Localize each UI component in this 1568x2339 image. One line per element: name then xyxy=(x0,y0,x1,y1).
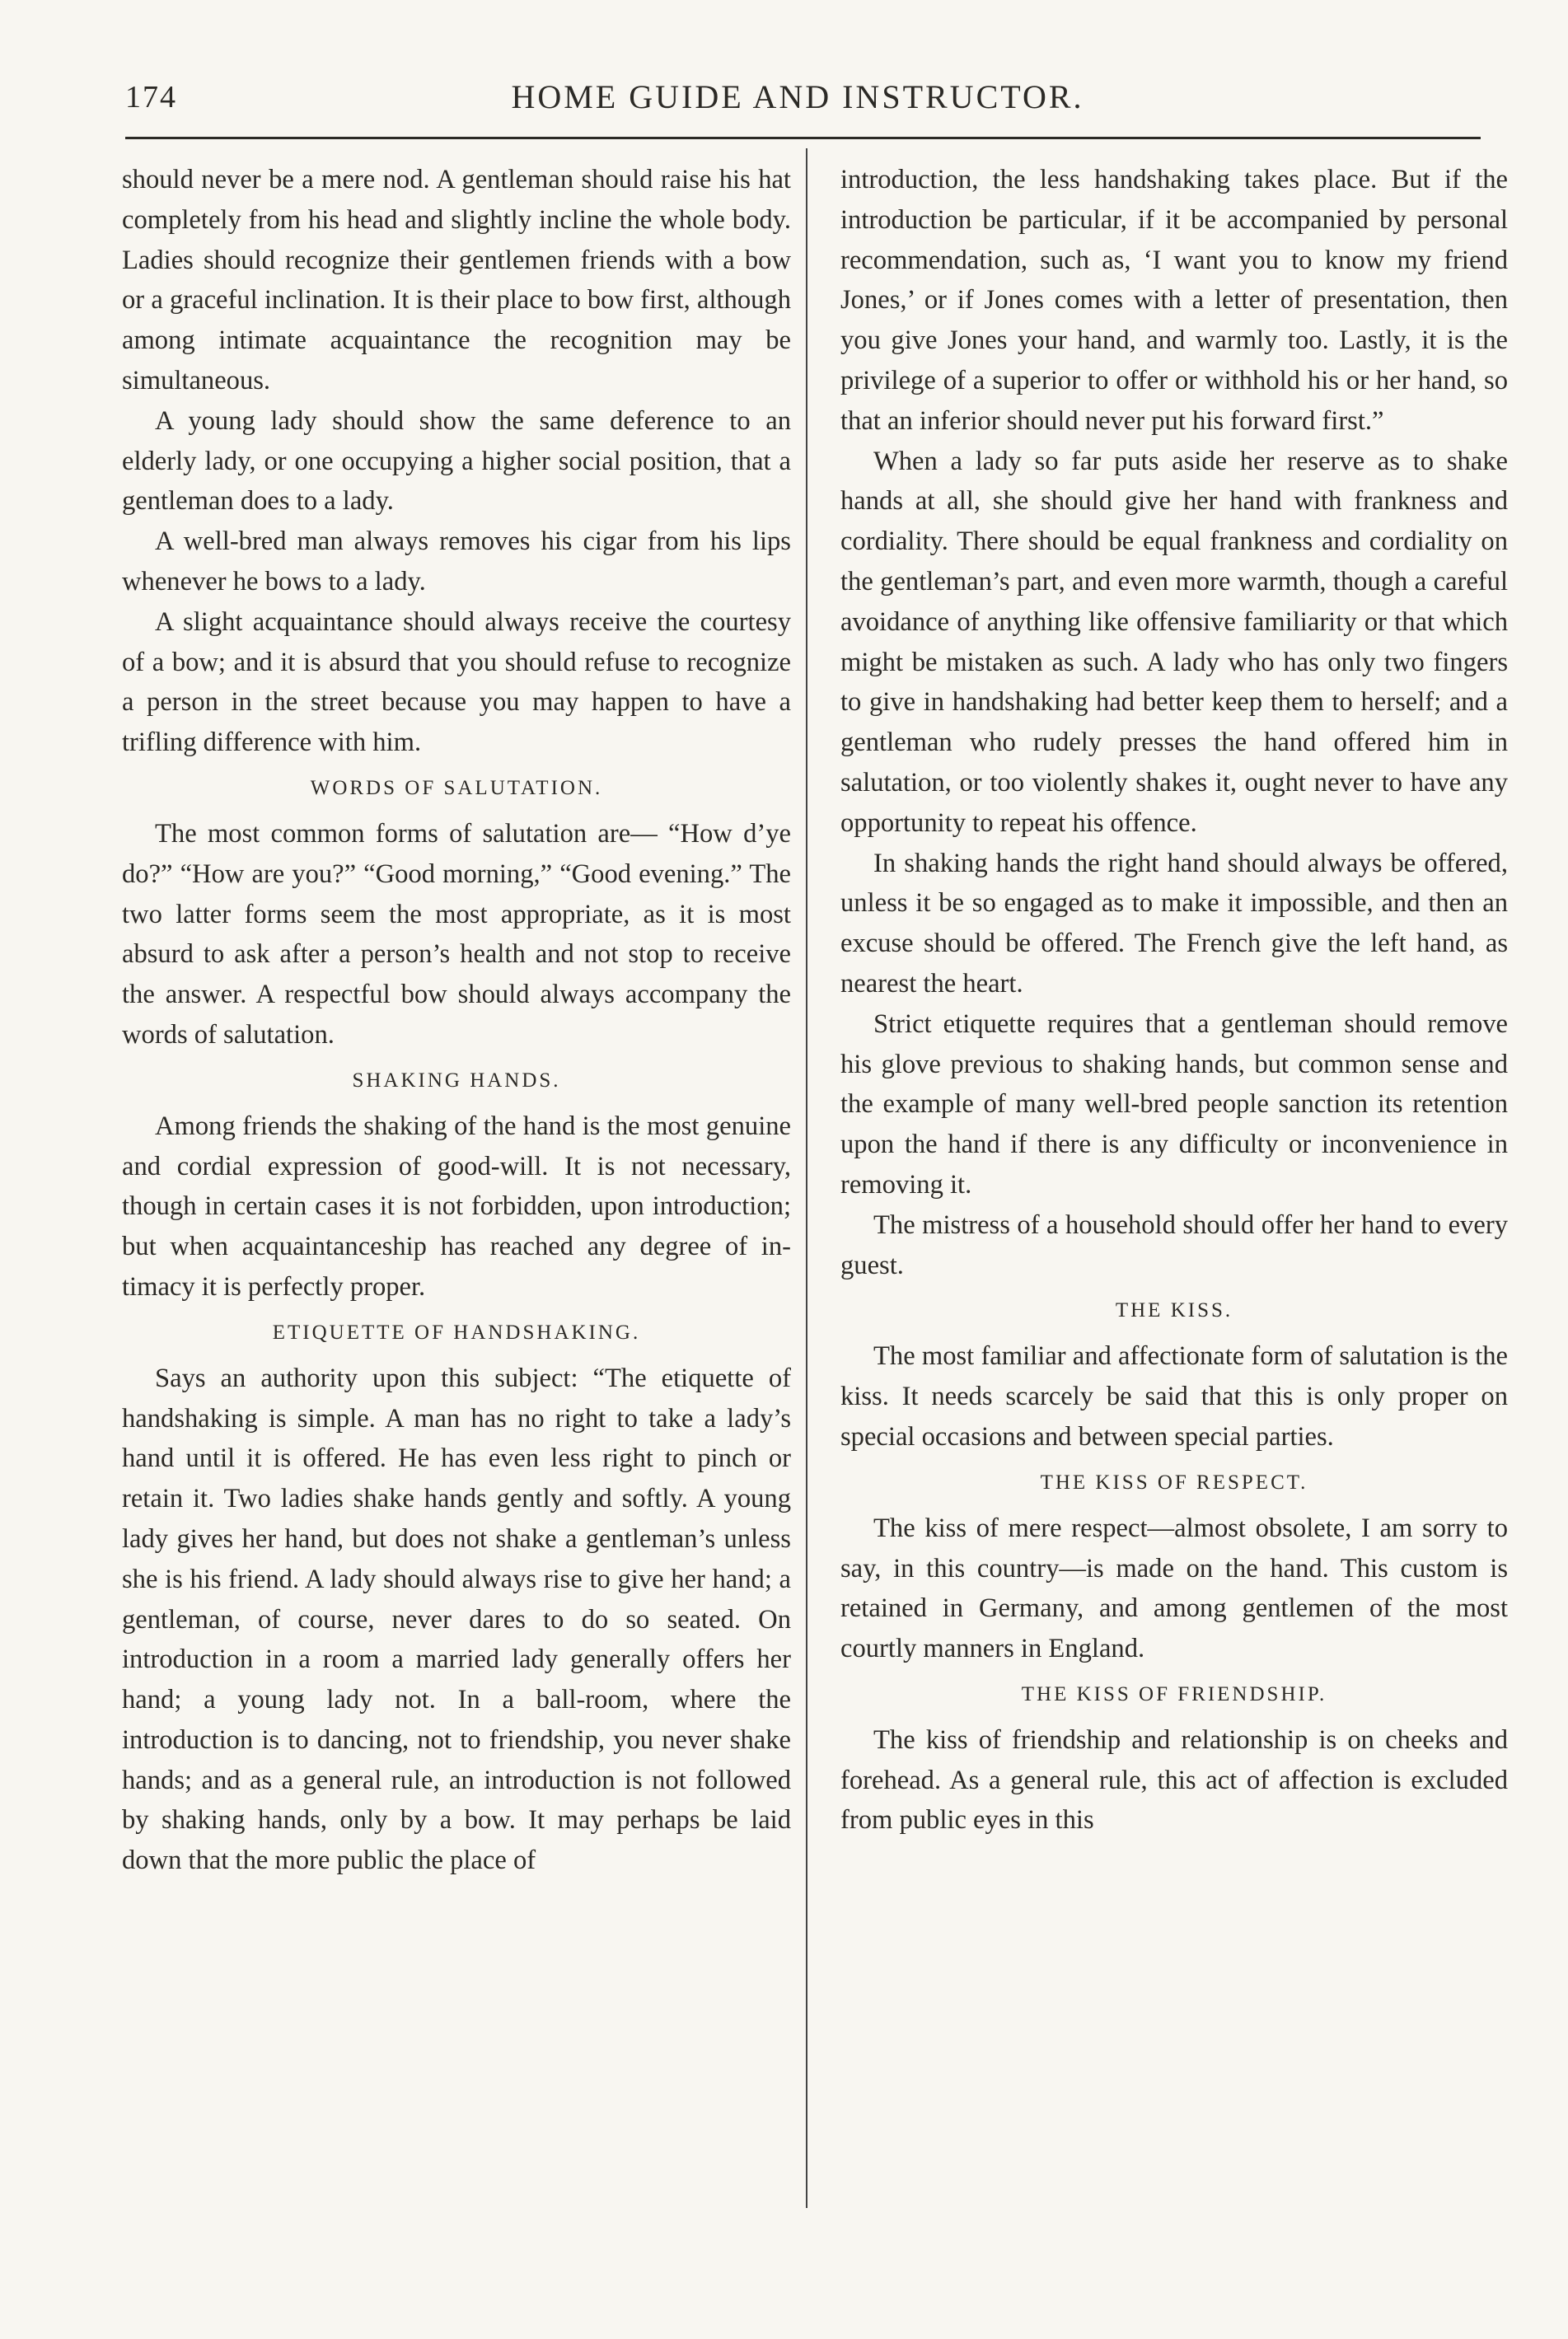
paragraph: The most common forms of salutation are— “How d’ye do?” “How are you?” “Good morning,” “Good evening.” The two latter forms seem the most appropriate, as it is most absurd to ask after a person’s health and not stop to receive the answer. A respectful bow should always accompany the words of salutation. xyxy=(122,818,791,1050)
header-rule xyxy=(125,137,1481,139)
running-title: HOME GUIDE AND INSTRUCTOR. xyxy=(511,78,1084,115)
paragraph: The kiss of mere respect—almost obsolete, I am sorry to say, in this country—is made on the hand. This custom is retained in Germany, and among gentlemen of the most courtly manners in England. xyxy=(840,1513,1508,1664)
paragraph: Says an authority upon this subject: “The etiquette of handshaking is simple. A man has no right to take a lady’s hand until it is offered. He has even less right to pinch or retain it. Two ladies shake hands gently and softly. A young lady gives her hand, but does not shake a gentleman’s unless she is his friend. A lady should always rise to give her hand; a gentleman, of course, never dares to do so seated. On introduction in a room a married lady generally offers her hand; a young lady not. In a ball-room, where the introduction is to dancing, not to friendship, you never shake hands; and as a general rule, an introduction is not followed by shaking hands, only by a bow. It may perhaps be laid down that the more public the place of xyxy=(122,1363,791,1876)
paragraph: In shaking hands the right hand should always be offered, unless it be so engaged as to make it impossible, and then an excuse should be offered. The French give the left hand, as nearest the heart. xyxy=(840,848,1508,999)
paragraph: The mistress of a household should offer her hand to every guest. xyxy=(840,1209,1508,1280)
section-heading: WORDS OF SALUTATION. xyxy=(310,776,603,799)
paragraph: A slight acquaintance should always receive the courtesy of a bow; and it is absurd that you should refuse to recognize a person in the street because you may happen to have a trifling difference with him. xyxy=(122,606,791,758)
paragraph: Among friends the shaking of the hand is the most genuine and cordial expression of good-will. It is not necessary, though in certain cases it is not forbidden, upon introduction; but when acquaintanceship has reached any degree of intimacy it is perfectly proper. xyxy=(122,1111,791,1302)
paragraph: When a lady so far puts aside her reserve as to shake hands at all, she should give her hand with frankness and cordiality. There should be equal frankness and cordiality on the gentleman’s part, and even more warmth, though a careful avoidance of anything like offensive familiarity or that which might be mistaken as such. A lady who has only two fingers to give in handshaking had better keep them to herself; and a gentleman who rudely presses the hand offered him in salutation, or too violently shakes it, ought never to have any opportunity to repeat his offence. xyxy=(840,446,1508,838)
section-heading: THE KISS OF RESPECT. xyxy=(1040,1471,1308,1494)
section-heading: SHAKING HANDS. xyxy=(352,1069,561,1092)
paragraph: introduction, the less handshaking takes place. But if the introduction be particular, if it be accompanied by personal recommendation, such as, ‘I want you to know my friend Jones,’ or if Jones comes with a letter of presentation, then you give Jones your hand, and warmly too. Lastly, it is the privilege of a superior to offer or withhold his or her hand, so that an inferior should never put his forward first.” xyxy=(840,165,1508,436)
section-heading: THE KISS OF FRIENDSHIP. xyxy=(1021,1682,1327,1705)
right-column xyxy=(840,160,1508,1841)
paragraph: The kiss of friendship and relationship is on cheeks and forehead. As a general rule, this act of affection is excluded from public eyes in this xyxy=(840,1724,1508,1836)
paragraph: The most familiar and affectionate form of salutation is the kiss. It needs scarcely be said that this is only proper on special occasions and between special parties. xyxy=(840,1341,1508,1452)
section-heading: THE KISS. xyxy=(1115,1299,1233,1322)
paragraph: should never be a mere nod. A gentleman should raise his hat completely from his head and slightly incline the whole body. Ladies should recognize their gentlemen friends with a bow or a graceful inclination. It is their place to bow first, although among intimate acquaintance the recognition may be simultaneous. xyxy=(122,165,791,395)
paragraph: A well-bred man always removes his cigar from his lips whenever he bows to a lady. xyxy=(122,526,791,596)
paragraph: Strict etiquette requires that a gentleman should remove his glove previous to shaking hands, but common sense and the example of many well-bred people sanction its retention upon the hand if there is any difficulty or inconvenience in removing it. xyxy=(840,1008,1508,1200)
left-column xyxy=(122,160,791,1881)
page-number: 174 xyxy=(125,80,177,115)
section-heading: ETIQUETTE OF HANDSHAKING. xyxy=(272,1321,641,1344)
column-divider xyxy=(806,148,807,2208)
page-header xyxy=(117,68,1478,133)
paragraph: A young lady should show the same deference to an elderly lady, or one occupying a higher social position, that a gentleman does to a lady. xyxy=(122,405,791,517)
